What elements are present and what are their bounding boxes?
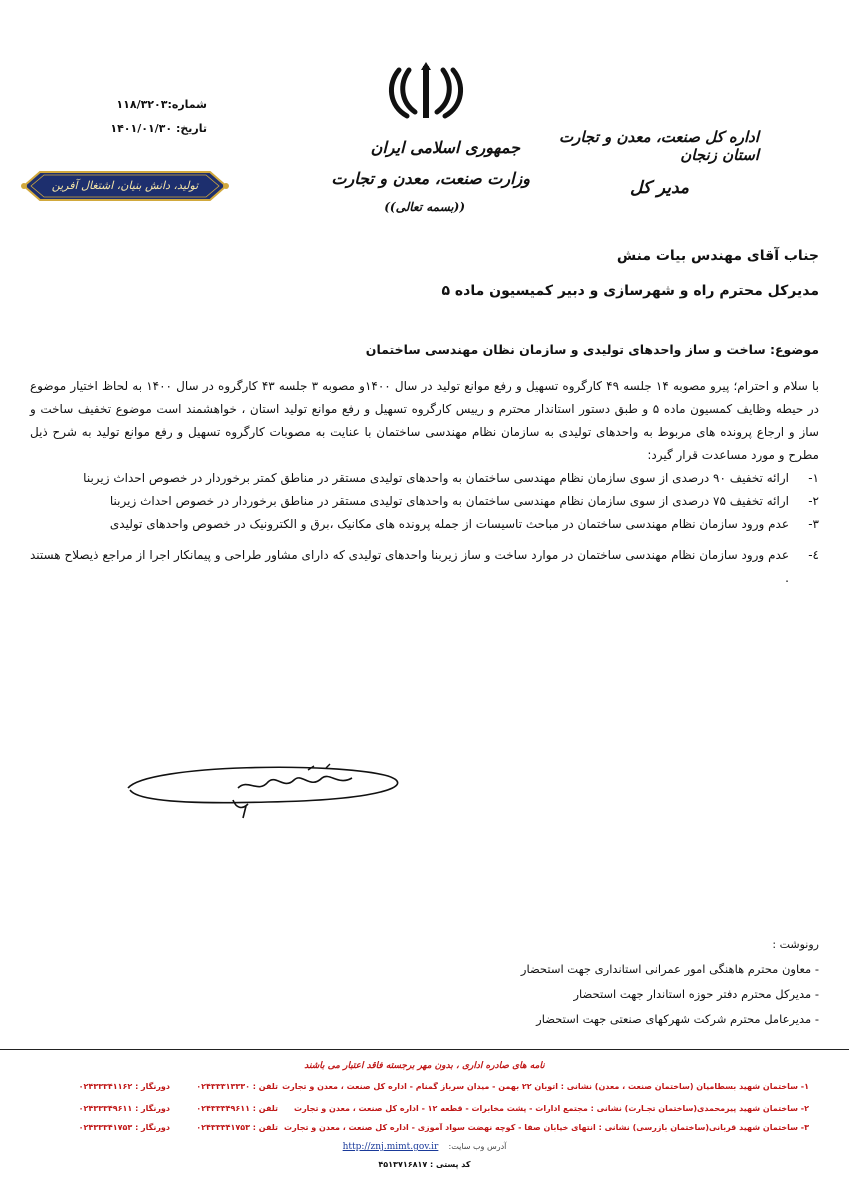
footer-address-row	[40, 1078, 809, 1094]
list-item-text: عدم ورود سازمان نظام مهندسی ساختمان در مباحث تاسیسات از جمله پرونده های مکانیک ،برق و الکترونیک در خصوص واحدهای تولیدی	[109, 517, 789, 531]
footer-fax: دورنگار : ۰۲۴۳۳۳۴۹۶۱۱	[78, 1103, 170, 1113]
letter-subject: موضوع: ساخت و ساز واحدهای تولیدی و سازمان نظان مهندسی ساختمان	[365, 342, 819, 357]
letter-meta	[95, 93, 207, 141]
list-item	[30, 544, 819, 590]
list-item-number: ۲-	[808, 494, 819, 508]
list-item-number: ۱-	[808, 471, 819, 485]
ministry-header	[320, 138, 530, 214]
footer-phone: تلفن : ۰۲۴۳۳۳۱۳۳۳۰	[196, 1081, 278, 1091]
organization-name: اداره کل صنعت، معدن و تجارت استان زنجان	[559, 128, 759, 164]
recipient-title: مدیرکل محترم راه و شهرسازی و دبیر کمیسیون ماده ۵	[441, 283, 819, 299]
footer-notice: نامه های صادره اداری ، بدون مهر برجسته فاقد اعتبار می باشند	[304, 1061, 545, 1071]
list-item-number: ۳-	[808, 517, 819, 531]
website-label: آدرس وب سایت:	[448, 1142, 507, 1151]
footer-address: ۲- ساختمان شهید پیرمحمدی(ساختمان تجـارت) نشانی : مجتمع ادارات - پشت مخابرات - قطعه ۱۲ - اداره کل صنعت ، معدن و تجارت	[294, 1103, 809, 1113]
body-intro: با سلام و احترام؛ پیرو مصوبه ۱۴ جلسه ۴۹ کارگروه تسهیل و رفع موانع تولید در سال ۱۴۰۰و مصوبه ۳ جلسه ۴۳ کارگروه در سال ۱۴۰۰ به لحاظ اختیار موضوع در حیطه وظایف کمسیون ماده ۵ و طبق دستور استاندار محترم و رییس کارگروه تسهیل و رفع موانع تولید استان ، خواهشمند است موضوع تخفیف ساخت و ساز و ارجاع پرونده های مربوط به واحدهای تولیدی به سازمان نظام مهندسی ساختمان با عنایت به مصوبات کارگروه تسهیل و رفع موانع تولید به شرح ذیل مطرح و مورد مساعدت قرار گیرد:	[30, 379, 819, 462]
recipient-name: جناب آقای مهندس بیات منش	[616, 248, 819, 264]
ministry-title: وزارت صنعت، معدن و تجارت	[331, 169, 530, 188]
cc-title: رونوشت :	[772, 938, 819, 951]
republic-title: جمهوری اسلامی ایران	[370, 138, 520, 157]
organization-role: مدیر کل	[629, 178, 689, 198]
footer-fax: دورنگار : ۰۲۴۳۳۳۴۱۱۶۲	[78, 1081, 170, 1091]
list-item	[30, 513, 819, 536]
footer-website-row	[0, 1142, 849, 1152]
basmala: ((بسمه تعالی))	[384, 200, 465, 214]
list-item	[30, 490, 819, 513]
cc-line: - مدیرعامل محترم شرکت شهرکهای صنعتی جهت استحضار	[536, 1012, 819, 1026]
list-item-number: ٤-	[808, 548, 819, 562]
footer-fax: دورنگار : ۰۲۴۳۳۳۴۱۷۵۳	[78, 1122, 170, 1132]
list-item-text: عدم ورود سازمان نظام مهندسی ساختمان در موارد ساخت و ساز زیربنا واحدهای تولیدی که دارای مشاور طراحی و پیمانکار اجرا از مراجع ذیصلاح هستند .	[30, 548, 789, 585]
footer-address-row	[40, 1119, 809, 1135]
footer-phone: تلفن : ۰۲۴۳۳۳۴۹۶۱۱	[196, 1103, 278, 1113]
handwritten-signature	[118, 760, 408, 820]
list-item	[30, 467, 819, 490]
footer-address-row	[40, 1100, 809, 1116]
iran-emblem-icon	[385, 62, 467, 124]
cc-line: - مدیرکل محترم دفتر حوزه استاندار جهت استحضار	[573, 987, 819, 1001]
list-item-text: ارائه تخفیف ۹۰ درصدی از سوی سازمان نظام مهندسی ساختمان به واحدهای تولیدی مستقر در مناطق کمتر برخوردار در خصوص احداث زیربنا	[83, 471, 789, 485]
slogan-text: تولید، دانش بنیان، اشتغال آفرین	[51, 179, 199, 192]
organization-header	[519, 128, 759, 198]
postal-code: کد پستی : ۴۵۱۳۷۱۶۸۱۷	[378, 1160, 471, 1169]
footer-divider	[0, 1049, 849, 1050]
letter-date: تاریخ: ۱۴۰۱/۰۱/۳۰	[110, 122, 207, 135]
website-link[interactable]: http://znj.mimt.gov.ir	[342, 1142, 439, 1152]
footer-phone: تلفن : ۰۲۴۳۳۳۴۱۷۵۳	[196, 1122, 278, 1132]
letter-body	[30, 375, 819, 590]
cc-line: - معاون محترم هاهنگی امور عمرانی استانداری جهت استحضار	[520, 962, 819, 976]
list-item-text: ارائه تخفیف ۷۵ درصدی از سوی سازمان نظام مهندسی ساختمان به واحدهای تولیدی مستقر در مناطق برخوردار در خصوص احداث زیربنا	[109, 494, 789, 508]
footer-address: ۱- ساختمان شهید بسطامیان (ساختمان صنعت ، معدن) نشانی : اتوبان ۲۲ بهمن - میدان سرباز گمنام - اداره کل صنعت ، معدن و تجارت	[282, 1081, 809, 1091]
cc-list	[479, 932, 819, 1032]
letter-number: شماره:۱۱۸/۳۲۰۳	[116, 98, 207, 111]
footer-address: ۳- ساختمان شهید قربانی(ساختمان بازرسی) نشانی : انتهای خیابان صفا - کوچه نهضت سواد آموزی - اداره کل صنعت ، معدن و تجارت	[284, 1122, 809, 1132]
